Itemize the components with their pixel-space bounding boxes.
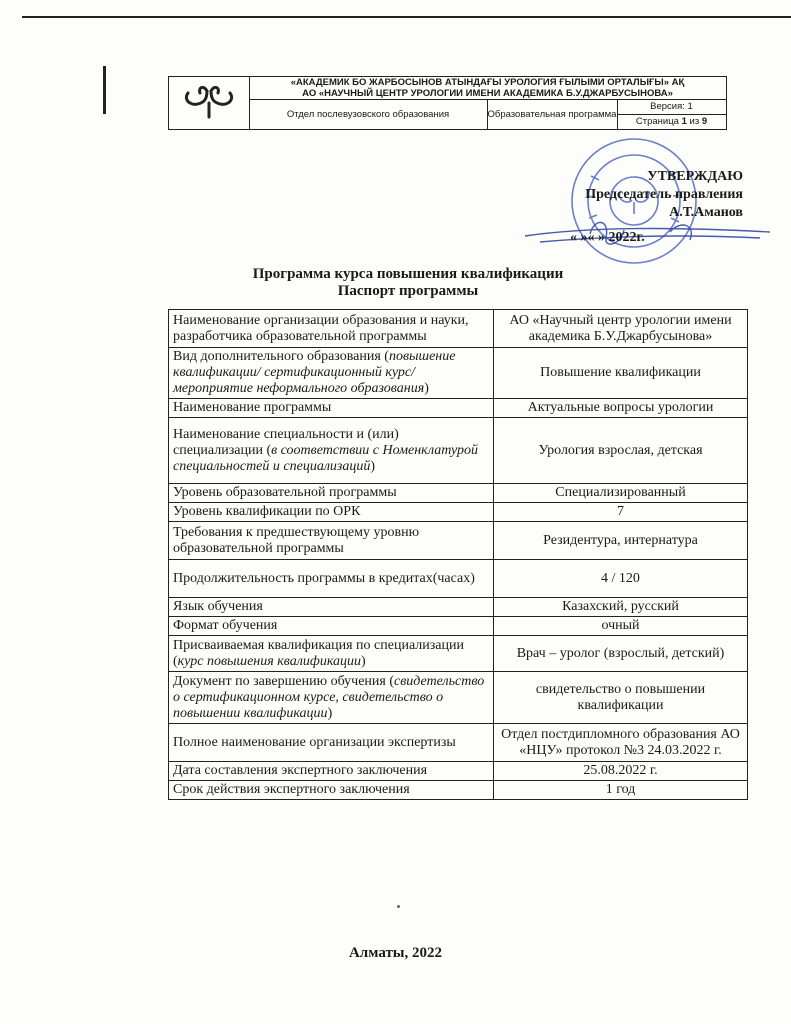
table-row	[169, 484, 748, 503]
row-value: Актуальные вопросы урологии	[494, 399, 748, 418]
row-value: Урология взрослая, детская	[494, 418, 748, 484]
label-italic: свидетельство о сертификационном курсе, свидетельство о повышении квалификации	[173, 673, 485, 721]
approval-title: УТВЕРЖДАЮ	[647, 169, 743, 184]
row-value: 25.08.2022 г.	[494, 762, 748, 781]
row-value: Повышение квалификации	[494, 348, 748, 399]
table-row	[169, 724, 748, 762]
org-title-ru: АО «НАУЧНЫЙ ЦЕНТР УРОЛОГИИ ИМЕНИ АКАДЕМИКА Б.У.ДЖАРБУСЫНОВА»	[302, 87, 673, 99]
label-part: )	[370, 458, 376, 474]
program-title: Программа курса повышения квалификации	[252, 266, 564, 282]
label-part: Присваиваемая квалификация по специализации (	[173, 637, 464, 669]
label-italic: курс повышения квалификации	[177, 653, 362, 669]
footer-city-year: Алматы, 2022	[348, 945, 443, 961]
passport-title: Паспорт программы	[337, 283, 479, 299]
logo-icon	[169, 77, 250, 129]
row-label	[169, 636, 494, 672]
label-part: )	[361, 653, 366, 669]
table-row	[169, 399, 748, 418]
table-row	[169, 418, 748, 484]
row-label	[169, 418, 494, 484]
row-label: Требования к предшествующему уровню образовательной программы	[169, 522, 494, 560]
page-prefix: Страница	[635, 116, 679, 127]
row-value: 7	[494, 503, 748, 522]
label-part: )	[327, 705, 333, 721]
row-value: Врач – уролог (взрослый, детский)	[494, 636, 748, 672]
table-row	[169, 617, 748, 636]
row-label	[169, 672, 494, 724]
scan-speck	[397, 905, 400, 908]
row-value: Резидентура, интернатура	[494, 522, 748, 560]
row-value: очный	[494, 617, 748, 636]
label-part: Вид дополнительного образования (	[173, 349, 389, 364]
table-row	[169, 636, 748, 672]
header-department: Отдел послевузовского образования	[249, 100, 488, 129]
table-row	[169, 522, 748, 560]
row-label: Наименование организации образования и науки, разработчика образовательной программы	[169, 310, 494, 348]
page-num: 1	[681, 116, 687, 127]
label-part: Наименование специальности и (или) специализации (	[173, 426, 399, 458]
page-total: 9	[701, 116, 708, 127]
row-value: 4 / 120	[494, 560, 748, 598]
row-label: Наименование программы	[169, 399, 494, 418]
page-sep: из	[689, 116, 700, 127]
header-org-title	[249, 77, 726, 100]
header-page-number	[617, 114, 726, 129]
row-label: Формат обучения	[169, 617, 494, 636]
table-row	[169, 762, 748, 781]
row-value: Казахский, русский	[494, 598, 748, 617]
table-row	[169, 598, 748, 617]
row-value: свидетельство о повышении квалификации	[494, 672, 748, 724]
row-label: Срок действия экспертного заключения	[169, 781, 494, 800]
document-title	[168, 266, 648, 300]
page-top-border	[22, 16, 791, 18]
row-value: Отдел постдипломного образования АО «НЦУ» протокол №3 24.03.2022 г.	[494, 724, 748, 762]
label-part: Документ по завершению обучения (	[173, 673, 394, 689]
table-row	[169, 503, 748, 522]
row-label: Уровень квалификации по ОРК	[169, 503, 494, 522]
approval-position: Председатель правления	[585, 187, 743, 202]
row-label: Уровень образовательной программы	[169, 484, 494, 503]
table-row	[169, 310, 748, 348]
row-label: Язык обучения	[169, 598, 494, 617]
table-row	[169, 348, 748, 399]
header-version: Версия: 1	[617, 100, 726, 115]
label-part: )	[424, 381, 429, 396]
row-value: АО «Научный центр урологии имени академика Б.У.Джарбусынова»	[494, 310, 748, 348]
document-header	[168, 76, 727, 130]
label-italic: в соответствии с Номенклатурой специальностей и специализаций	[173, 442, 479, 474]
margin-mark	[103, 66, 106, 114]
row-label	[169, 348, 494, 399]
row-label: Продолжительность программы в кредитах(часах)	[169, 560, 494, 598]
org-title-kz: «АКАДЕМИК БО ЖАРБОСЫНОВ АТЫНДАҒЫ УРОЛОГИЯ ҒЫЛЫМИ ОРТАЛЫҒЫ» АҚ	[290, 77, 685, 88]
approval-date: « »« » 2022г.	[570, 230, 645, 245]
table-row	[169, 781, 748, 800]
row-label: Дата составления экспертного заключения	[169, 762, 494, 781]
program-passport-table	[168, 309, 748, 800]
approval-name: А.Т.Аманов	[669, 205, 743, 220]
label-italic: повышение квалификации/ сертификационный курс/мероприятие неформального образования	[173, 349, 456, 396]
header-doc-type: Образовательная программа	[487, 100, 618, 129]
table-row	[169, 672, 748, 724]
row-value: Специализированный	[494, 484, 748, 503]
table-row	[169, 560, 748, 598]
row-value: 1 год	[494, 781, 748, 800]
row-label: Полное наименование организации экспертизы	[169, 724, 494, 762]
